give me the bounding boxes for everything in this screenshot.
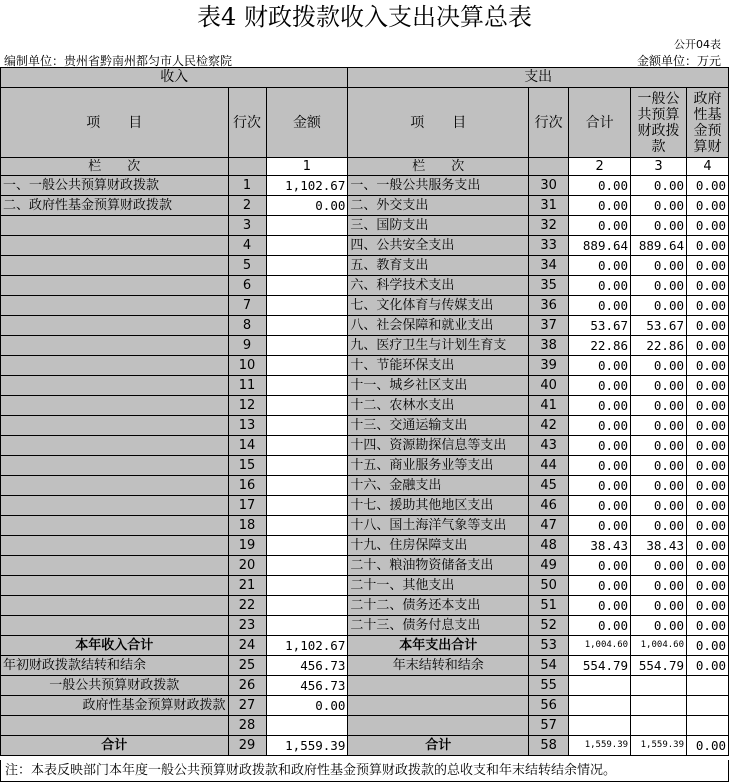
expense-general: 0.00 [631, 296, 687, 316]
income-item [1, 476, 229, 496]
income-total-label: 本年收入合计 [1, 636, 229, 656]
expense-general: 0.00 [631, 376, 687, 396]
blank-55-f [687, 676, 729, 696]
expense-item: 五、教育支出 [348, 256, 529, 276]
expense-total: 0.00 [569, 276, 631, 296]
income-amount [266, 296, 348, 316]
footnote: 注：本表反映部门本年度一般公共预算财政拨款和政府性基金预算财政拨款的总收支和年末结转结余情况。 [0, 760, 729, 782]
expense-general: 0.00 [631, 556, 687, 576]
table-row [1, 176, 729, 196]
expense-item: 十、节能环保支出 [348, 356, 529, 376]
income-line-no: 21 [228, 576, 266, 596]
grand-expense-fund: 0.00 [687, 736, 729, 756]
expense-total: 0.00 [569, 596, 631, 616]
expense-line-no: 32 [529, 216, 569, 236]
expense-total-sum: 1,004.60 [569, 636, 631, 656]
income-amount [266, 236, 348, 256]
carry-out-label: 年末结转和结余 [348, 656, 529, 676]
income-amount [266, 216, 348, 236]
income-amount [266, 316, 348, 336]
income-line-no: 18 [228, 516, 266, 536]
page-title: 表4 财政拨款收入支出决算总表 [197, 3, 532, 31]
expense-item: 十六、金融支出 [348, 476, 529, 496]
expense-line-no: 36 [529, 296, 569, 316]
expense-line-no: 50 [529, 576, 569, 596]
expense-line-no: 38 [529, 336, 569, 356]
income-item-header: 项 目 [1, 88, 229, 158]
income-amount [266, 496, 348, 516]
income-line-no: 6 [228, 276, 266, 296]
income-amount [266, 576, 348, 596]
income-line-no: 7 [228, 296, 266, 316]
income-item [1, 536, 229, 556]
grand-expense-general: 1,559.39 [631, 736, 687, 756]
carry-out-general: 554.79 [631, 656, 687, 676]
expense-item: 六、科学技术支出 [348, 276, 529, 296]
blank-57-f [687, 716, 729, 736]
table-row [1, 476, 729, 496]
expense-total: 0.00 [569, 616, 631, 636]
expense-total: 0.00 [569, 456, 631, 476]
expense-general: 0.00 [631, 516, 687, 536]
row-28 [1, 716, 729, 736]
income-line-no: 12 [228, 396, 266, 416]
expense-item-header: 项 目 [348, 88, 529, 158]
income-amount [266, 476, 348, 496]
expense-item: 二十一、其他支出 [348, 576, 529, 596]
expense-total: 0.00 [569, 176, 631, 196]
expense-fund: 0.00 [687, 576, 729, 596]
income-line-no: 16 [228, 476, 266, 496]
blank-56-g [631, 696, 687, 716]
income-item [1, 376, 229, 396]
table-row [1, 616, 729, 636]
expense-general: 0.00 [631, 256, 687, 276]
expense-line-no: 47 [529, 516, 569, 536]
table-row [1, 416, 729, 436]
expense-fund: 0.00 [687, 396, 729, 416]
amount-unit: 金额单位：万元 [636, 54, 721, 68]
expense-fund: 0.00 [687, 196, 729, 216]
grand-total-row [1, 736, 729, 756]
expense-total: 0.00 [569, 396, 631, 416]
carry-out-fund: 0.00 [687, 656, 729, 676]
table-row [1, 436, 729, 456]
line-55: 55 [529, 676, 569, 696]
income-line-no: 2 [228, 196, 266, 216]
expense-line-no: 48 [529, 536, 569, 556]
compiling-unit: 编制单位：贵州省黔南州都匀市人民检察院 [4, 54, 233, 68]
expense-line-no: 34 [529, 256, 569, 276]
expense-total: 0.00 [569, 196, 631, 216]
expense-fund: 0.00 [687, 496, 729, 516]
income-amount [266, 276, 348, 296]
blank-56-f [687, 696, 729, 716]
expense-item: 十一、城乡社区支出 [348, 376, 529, 396]
income-amount [266, 356, 348, 376]
expense-item: 二、外交支出 [348, 196, 529, 216]
income-item [1, 276, 229, 296]
income-amount-header: 金额 [266, 88, 348, 158]
income-item: 一、一般公共预算财政拨款 [1, 176, 229, 196]
expense-line-header: 行次 [529, 88, 569, 158]
expense-item: 八、社会保障和就业支出 [348, 316, 529, 336]
expense-general: 0.00 [631, 176, 687, 196]
expense-line-no: 33 [529, 236, 569, 256]
table-row [1, 536, 729, 556]
carry-in-label: 年初财政拨款结转和结余 [1, 656, 229, 676]
expense-total: 22.86 [569, 336, 631, 356]
budget-table [0, 67, 729, 756]
expense-item: 二十、粮油物资储备支出 [348, 556, 529, 576]
expense-fund: 0.00 [687, 436, 729, 456]
income-line-no: 19 [228, 536, 266, 556]
expense-item: 十八、国土海洋气象等支出 [348, 516, 529, 536]
blank-57-t [569, 716, 631, 736]
expense-general: 0.00 [631, 396, 687, 416]
income-amount [266, 376, 348, 396]
expense-item: 十二、农林水支出 [348, 396, 529, 416]
general-carry-no: 26 [228, 676, 266, 696]
income-item [1, 256, 229, 276]
income-amount [266, 336, 348, 356]
carry-out-no: 54 [529, 656, 569, 676]
expense-item: 十五、商业服务业等支出 [348, 456, 529, 476]
income-item [1, 456, 229, 476]
expense-fund: 0.00 [687, 296, 729, 316]
income-item [1, 416, 229, 436]
expense-fund: 0.00 [687, 216, 729, 236]
fund-carry-no: 27 [228, 696, 266, 716]
expense-fund: 0.00 [687, 316, 729, 336]
expense-item: 二十二、债务还本支出 [348, 596, 529, 616]
fund-carry-amount: 0.00 [266, 696, 348, 716]
income-amount [266, 536, 348, 556]
table-row [1, 456, 729, 476]
expense-line-no: 37 [529, 316, 569, 336]
income-line-no: 17 [228, 496, 266, 516]
income-amount [266, 416, 348, 436]
expense-general: 0.00 [631, 616, 687, 636]
income-line-no: 20 [228, 556, 266, 576]
income-item [1, 396, 229, 416]
line-28: 28 [228, 716, 266, 736]
income-amount [266, 256, 348, 276]
fund-carry-row [1, 696, 729, 716]
expense-line-no: 31 [529, 196, 569, 216]
expense-item: 十三、交通运输支出 [348, 416, 529, 436]
expense-fund: 0.00 [687, 356, 729, 376]
table-row [1, 276, 729, 296]
income-amount [266, 516, 348, 536]
expense-line-no: 52 [529, 616, 569, 636]
carry-in-no: 25 [228, 656, 266, 676]
expense-fund: 0.00 [687, 256, 729, 276]
table-row [1, 556, 729, 576]
table-code: 公开04表 [674, 38, 721, 51]
expense-item: 二十三、债务付息支出 [348, 616, 529, 636]
income-total-amount: 1,102.67 [266, 636, 348, 656]
expense-general: 0.00 [631, 276, 687, 296]
line-56: 56 [529, 696, 569, 716]
fund-budget-header: 政府性基金预算财 [687, 88, 729, 158]
expense-fund: 0.00 [687, 516, 729, 536]
expense-fund: 0.00 [687, 456, 729, 476]
income-item [1, 516, 229, 536]
lanci-label-expense: 栏 次 [348, 158, 529, 176]
row-28-amount [266, 716, 348, 736]
expense-item: 四、公共安全支出 [348, 236, 529, 256]
blank-56-t [569, 696, 631, 716]
income-amount: 0.00 [266, 196, 348, 216]
table-row [1, 256, 729, 276]
expense-total: 53.67 [569, 316, 631, 336]
income-item [1, 216, 229, 236]
expense-line-no: 43 [529, 436, 569, 456]
expense-line-no: 42 [529, 416, 569, 436]
expense-line-no: 49 [529, 556, 569, 576]
income-line-header: 行次 [228, 88, 266, 158]
income-item [1, 436, 229, 456]
income-item [1, 356, 229, 376]
income-line-no: 22 [228, 596, 266, 616]
expense-total: 0.00 [569, 516, 631, 536]
expense-general: 0.00 [631, 456, 687, 476]
table-row [1, 576, 729, 596]
expense-fund: 0.00 [687, 176, 729, 196]
expense-general: 22.86 [631, 336, 687, 356]
income-item [1, 616, 229, 636]
carry-row [1, 656, 729, 676]
grand-expense-sum: 1,559.39 [569, 736, 631, 756]
table-row [1, 216, 729, 236]
expense-line-no: 46 [529, 496, 569, 516]
row-28-blank [1, 716, 229, 736]
income-line-no: 14 [228, 436, 266, 456]
general-carry-label: 一般公共预算财政拨款 [1, 676, 229, 696]
expense-line-no: 40 [529, 376, 569, 396]
table-row [1, 356, 729, 376]
expense-line-no: 44 [529, 456, 569, 476]
income-line-no: 5 [228, 256, 266, 276]
expense-total-fund: 0.00 [687, 636, 729, 656]
expense-line-no: 45 [529, 476, 569, 496]
expense-general: 0.00 [631, 496, 687, 516]
expense-item: 七、文化体育与传媒支出 [348, 296, 529, 316]
income-amount [266, 436, 348, 456]
expense-fund: 0.00 [687, 556, 729, 576]
income-line-no: 15 [228, 456, 266, 476]
expense-total-header: 合计 [569, 88, 631, 158]
income-item [1, 336, 229, 356]
lanci-3: 3 [631, 158, 687, 176]
grand-income-amount: 1,559.39 [266, 736, 348, 756]
table-row [1, 296, 729, 316]
income-item [1, 316, 229, 336]
income-item [1, 596, 229, 616]
expense-fund: 0.00 [687, 376, 729, 396]
expense-total: 0.00 [569, 576, 631, 596]
general-carry-blank [348, 676, 529, 696]
expense-total: 0.00 [569, 476, 631, 496]
expense-fund: 0.00 [687, 596, 729, 616]
table-row [1, 336, 729, 356]
general-carry-row [1, 676, 729, 696]
table-row [1, 236, 729, 256]
table-row [1, 376, 729, 396]
income-line-no: 3 [228, 216, 266, 236]
expense-total: 0.00 [569, 556, 631, 576]
row-57-blank [348, 716, 529, 736]
fund-carry-blank [348, 696, 529, 716]
table-row [1, 496, 729, 516]
expense-total: 0.00 [569, 356, 631, 376]
expense-fund: 0.00 [687, 336, 729, 356]
income-line-no: 11 [228, 376, 266, 396]
income-line-no: 8 [228, 316, 266, 336]
expense-line-no: 39 [529, 356, 569, 376]
income-line-no: 13 [228, 416, 266, 436]
expense-line-no: 35 [529, 276, 569, 296]
expense-general: 889.64 [631, 236, 687, 256]
expense-general: 0.00 [631, 436, 687, 456]
expense-total: 38.43 [569, 536, 631, 556]
income-amount [266, 396, 348, 416]
expense-fund: 0.00 [687, 236, 729, 256]
expense-line-no: 41 [529, 396, 569, 416]
income-amount [266, 456, 348, 476]
income-amount: 1,102.67 [266, 176, 348, 196]
expense-line-no: 51 [529, 596, 569, 616]
expense-general: 0.00 [631, 596, 687, 616]
blank-55-g [631, 676, 687, 696]
income-line-no: 10 [228, 356, 266, 376]
grand-expense-label: 合计 [348, 736, 529, 756]
expense-fund: 0.00 [687, 416, 729, 436]
expense-total: 0.00 [569, 256, 631, 276]
expense-item: 一、一般公共服务支出 [348, 176, 529, 196]
income-amount [266, 616, 348, 636]
expense-total: 0.00 [569, 436, 631, 456]
expense-fund: 0.00 [687, 276, 729, 296]
income-line-no: 23 [228, 616, 266, 636]
lanci-label: 栏 次 [1, 158, 229, 176]
lanci-2: 2 [569, 158, 631, 176]
expense-item: 三、国防支出 [348, 216, 529, 236]
expense-total-general: 1,004.60 [631, 636, 687, 656]
table-row [1, 196, 729, 216]
income-item [1, 296, 229, 316]
general-carry-amount: 456.73 [266, 676, 348, 696]
expense-general: 0.00 [631, 356, 687, 376]
expense-general: 53.67 [631, 316, 687, 336]
expense-general: 0.00 [631, 196, 687, 216]
general-budget-header: 一般公共预算财政拨款 [631, 88, 687, 158]
summary-total-row [1, 636, 729, 656]
income-item [1, 576, 229, 596]
expense-fund: 0.00 [687, 616, 729, 636]
expense-section-header: 支出 [348, 68, 729, 88]
expense-general: 0.00 [631, 576, 687, 596]
lanci-blank-expense [529, 158, 569, 176]
expense-line-no: 30 [529, 176, 569, 196]
expense-fund: 0.00 [687, 476, 729, 496]
expense-total-no: 53 [529, 636, 569, 656]
grand-income-no: 29 [228, 736, 266, 756]
lanci-blank [228, 158, 266, 176]
income-item [1, 556, 229, 576]
expense-general: 38.43 [631, 536, 687, 556]
expense-item: 十九、住房保障支出 [348, 536, 529, 556]
expense-total-label: 本年支出合计 [348, 636, 529, 656]
expense-total: 0.00 [569, 416, 631, 436]
table-row [1, 396, 729, 416]
expense-total: 0.00 [569, 296, 631, 316]
income-item [1, 236, 229, 256]
blank-57-g [631, 716, 687, 736]
expense-fund: 0.00 [687, 536, 729, 556]
income-line-no: 4 [228, 236, 266, 256]
expense-item: 九、医疗卫生与计划生育支 [348, 336, 529, 356]
income-amount [266, 556, 348, 576]
lanci-4: 4 [687, 158, 729, 176]
line-57: 57 [529, 716, 569, 736]
expense-general: 0.00 [631, 476, 687, 496]
lanci-1: 1 [266, 158, 348, 176]
grand-income-label: 合计 [1, 736, 229, 756]
expense-general: 0.00 [631, 216, 687, 236]
income-item: 二、政府性基金预算财政拨款 [1, 196, 229, 216]
expense-total: 0.00 [569, 216, 631, 236]
income-item [1, 496, 229, 516]
expense-item: 十七、援助其他地区支出 [348, 496, 529, 516]
income-amount [266, 596, 348, 616]
table-row [1, 316, 729, 336]
expense-general: 0.00 [631, 416, 687, 436]
carry-out-sum: 554.79 [569, 656, 631, 676]
income-total-no: 24 [228, 636, 266, 656]
expense-item: 十四、资源勘探信息等支出 [348, 436, 529, 456]
fund-carry-label: 政府性基金预算财政拨款 [1, 696, 229, 716]
expense-total: 889.64 [569, 236, 631, 256]
expense-total: 0.00 [569, 496, 631, 516]
income-line-no: 9 [228, 336, 266, 356]
carry-in-amount: 456.73 [266, 656, 348, 676]
expense-total: 0.00 [569, 376, 631, 396]
table-row [1, 516, 729, 536]
grand-expense-no: 58 [529, 736, 569, 756]
income-section-header: 收入 [1, 68, 348, 88]
income-line-no: 1 [228, 176, 266, 196]
blank-55-t [569, 676, 631, 696]
table-row [1, 596, 729, 616]
